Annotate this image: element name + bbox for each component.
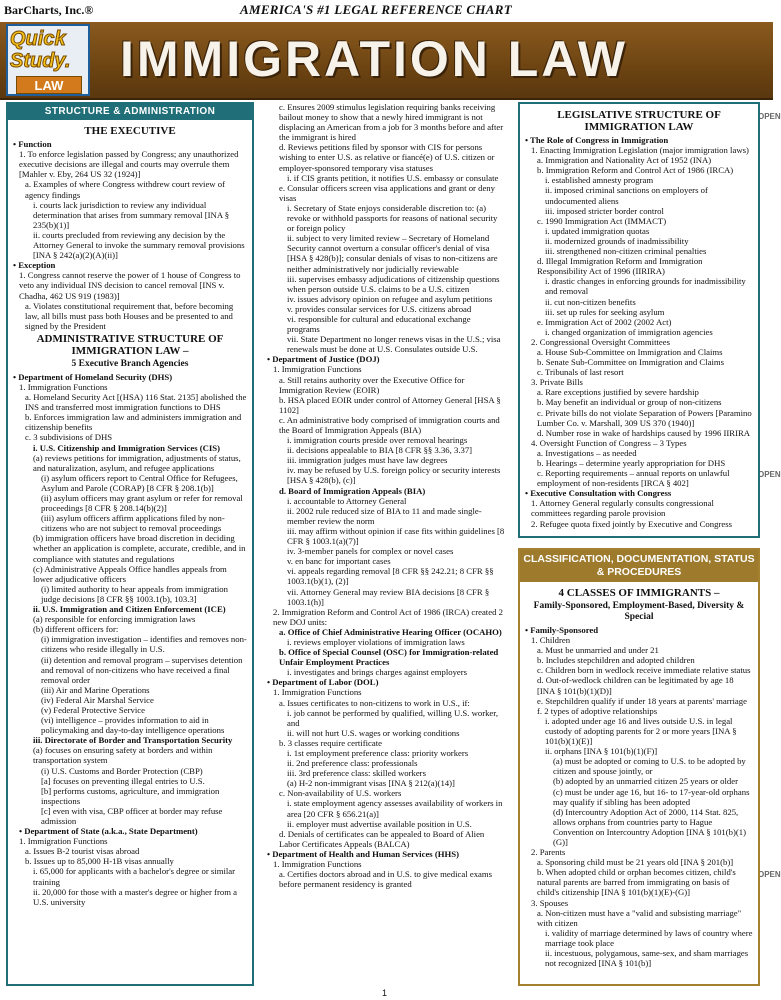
list-item: 2. Congressional Oversight Committees [531,336,670,347]
list-item: • Function [13,139,52,150]
section-band-classification: CLASSIFICATION, DOCUMENTATION, STATUS & PROCEDURES [520,550,758,582]
list-item: • Family-Sponsored [525,625,599,635]
list-item: (a) must be adopted or coming to U.S. to be adopted by citizen and spouse jointly, or [553,756,746,777]
list-item: e. Immigration Act of 2002 (2002 Act) [537,316,672,327]
list-item: ii. decisions appealable to BIA [8 CFR §§ 3.36, 3.37] [287,445,473,456]
heading-legislative: LEGISLATIVE STRUCTURE OF IMMIGRATION LAW [557,109,721,133]
side-open-label-1: OPEN [758,112,781,121]
list-item: iii. Directorate of Border and Transportation Security [33,735,233,746]
list-item: a. Rare exceptions justified by severe hardship [537,387,699,398]
list-item: • Department of State (a.k.a., State Department) [19,826,198,837]
list-item: i. Secretary of State enjoys considerable discretion to: (a) revoke or withhold passports for reasons of national security or foreign policy [287,202,498,234]
list-item: ii. imposed criminal sanctions on employers of undocumented aliens [545,185,708,206]
list-item: a. Issues B-2 tourist visas abroad [25,846,140,857]
list-item: (ii) detention and removal program – supervises detention and removal of non-citizens who have received a final removal order [41,654,243,685]
list-item: d. Reviews petitions filed by sponsor with CIS for persons wishing to enter U.S. as relative or fiancé(e) of U.S. citizen or employer-sponsored temporary visa statuses [279,142,495,173]
list-item: b. Enforces immigration law and administers immigration and citizenship benefits [25,412,242,433]
heading-admin-sub: 5 Executive Branch Agencies [71,358,189,369]
list-item: 1. Enacting Immigration Legislation (major immigration laws) [531,145,749,156]
list-item: (a) responsible for enforcing immigration laws [33,614,196,625]
list-item: a. House Sub-Committee on Immigration and Claims [537,346,723,357]
list-item: 3. Private Bills [531,377,583,388]
list-item: 3. Spouses [531,897,569,908]
agencies-list [13,372,247,907]
list-item: a. Investigations – as needed [537,447,637,458]
logo-law-tag: LAW [16,76,82,94]
heading-4-classes: 4 CLASSES OF IMMIGRANTS – [558,587,720,599]
list-item: (c) Administrative Appeals Office handles appeals from lower adjudicative officers [33,563,227,584]
list-item: (i) limited authority to hear appeals from immigration judge decisions [8 CFR §§ 1003.1(b), 103.3] [41,583,228,604]
list-item: 1. Attorney General regularly consults congressional committees regarding parole provision [531,498,714,519]
list-item: i. drastic changes in enforcing grounds for inadmissibility and removal [545,276,746,297]
list-item: (i) asylum officers report to Central Office for Refugees, Asylum and Parole (CORAP) [8 CFR § 208.1(b)] [41,472,238,493]
list-item: b. Issues up to 85,000 H-1B visas annually [25,856,174,867]
list-item: (a) H-2 non-immigrant visas [INA § 212(a)(14)] [287,778,455,789]
list-item: i. state employment agency assesses availability of workers in area [20 CFR § 656.21(a)] [287,798,503,819]
list-item: iv. 3-member panels for complex or novel cases [287,546,454,557]
list-item: c. Private bills do not violate Separation of Powers [Paramino Lumber Co. v. Marshall, 309 US 370 (1940)] [537,407,752,428]
list-item: i. validity of marriage determined by laws of country where marriage took place [545,927,753,948]
list-item: (b) immigration officers have broad discretion in deciding whether an application is complete, accurate, credible, and in compliance with statutes and regulations [33,533,246,564]
classification-panel [518,548,760,986]
list-item: iii. set up rules for seeking asylum [545,306,665,317]
list-item: b. Immigration Reform and Control Act of 1986 (IRCA) [537,165,734,176]
list-item: ii. subject to very limited review – Secretary of Homeland Security cannot overturn a consular officer's denial of visa [HSA § 428(b)]; consular denials of visas to non-citizens are neither administratively nor judicially reviewable [287,233,498,274]
list-item: i. job cannot be performed by qualified, willing U.S. worker, and [287,707,498,728]
list-item: 4. Oversight Function of Congress – 3 Types [531,437,687,448]
list-item: a. Sponsoring child must be 21 years old [INA § 201(b)] [537,857,734,868]
list-item: i. adopted under age 16 and lives outside U.S. in legal custody of adopting parents for 2 or more years [INA § 101(b)(1)(E)] [545,715,737,747]
list-item: 2. Parents [531,847,566,858]
list-item: b. May benefit an individual or group of non-citizens [537,397,722,408]
list-item: c. An administrative body comprised of immigration courts and the Board of Immigration Appeals (BIA) [279,414,500,435]
list-item: i. accountable to Attorney General [287,495,407,506]
list-item: vii. Attorney General may review BIA decisions [8 CFR § 1003.1(h)] [287,586,490,607]
list-item: 1. Immigration Functions [273,364,362,375]
side-open-label-3: OPEN [758,870,781,879]
list-item: (a) reviews petitions for immigration, adjustments of status, and naturalization, asylum, and refugee applications [33,452,241,473]
list-item: b. HSA placed EOIR under control of Attorney General [HSA § 1102] [279,394,501,415]
list-item: f. 2 types of adoptive relationships [537,705,658,716]
list-item: ii. incestuous, polygamous, same-sex, and sham marriages not recognized [INA § 101(b)] [545,948,749,969]
list-item: ii. U.S. Immigration and Citizen Enforcement (ICE) [33,604,226,615]
list-item: v. provides consular services for U.S. citizens abroad [287,303,472,314]
logo-quick: Quick [10,28,66,50]
list-item: a. Examples of where Congress withdrew court review of agency findings [25,179,225,200]
list-item: [c] even with visa, CBP officer at border may refuse admission [41,805,223,826]
list-item: (v) Federal Protective Service [41,704,145,715]
list-item: e. Stepchildren qualify if under 18 years at parents' marriage [537,695,747,706]
list-item: a. Immigration and Nationality Act of 1952 (INA) [537,155,712,166]
list-item: 1. Immigration Functions [273,687,362,698]
list-item: • Department of Homeland Security (DHS) [13,371,173,382]
list-item: d. Board of Immigration Appeals (BIA) [279,485,426,496]
list-item: (d) Intercountry Adoption Act of 2000, 114 Stat. 825, allows orphans from countries party to Hague Convention on Intercountry Adoption [INA § 101(b)(1)(G)] [553,806,747,847]
list-item: (c) must be under age 16, but 16- to 17-year-old orphans may qualify if sibling has been adopted [553,786,750,807]
quickstudy-logo [6,24,90,96]
list-item: i. U.S. Citizenship and Immigration Services (CIS) [33,442,221,453]
list-item: (a) focuses on ensuring safety at borders and within transportation system [33,745,213,766]
list-item: i. updated immigration quotas [545,225,650,236]
list-item: 1. Children [531,635,571,646]
list-item: iii. imposed stricter border control [545,205,664,216]
list-item: • The Role of Congress in Immigration [525,135,669,145]
list-item: ii. courts precluded from reviewing any decision by the Attorney General to invoke the summary removal provisions [INA § 242(a)(2)(A)(ii)] [33,229,245,261]
list-item: i. immigration courts preside over removal hearings [287,435,468,446]
logo-study: Study. [10,50,71,72]
list-item: ii. orphans [INA § 101(b)(1)(F)] [545,746,658,757]
list-item: a. Non-citizen must have a "valid and subsisting marriage" with citizen [537,907,742,928]
list-item: iii. may affirm without opinion if case fits within guidelines [8 CFR § 1003.1(a)(7)] [287,525,505,547]
list-item: iii. supervises embassy adjudications of citizenship questions when person outside U.S. claims to be a U.S. citizen [287,273,500,294]
structure-administration-panel [6,102,254,986]
list-item: (b) adopted by an unmarried citizen 25 years or older [553,776,739,787]
list-item: iv. may be refused by U.S. foreign policy or security interests [HSA § 428(b), (c)] [287,465,501,486]
list-item: i. if CIS grants petition, it notifies U.S. embassy or consulate [287,172,499,183]
heading-admin-structure: ADMINISTRATIVE STRUCTURE OF IMMIGRATION LAW – [36,332,224,357]
list-item: i. courts lack jurisdiction to review any individual determination that arises from summary removal [INA § 235(b)(1)] [33,199,230,230]
list-item: a. Office of Chief Administrative Hearing Officer (OCAHO) [279,626,502,637]
list-item: c. 1990 Immigration Act (IMMACT) [537,215,667,226]
heading-4-classes-sub: Family-Sponsored, Employment-Based, Diversity & Special [533,601,745,622]
list-item: i. established amnesty program [545,175,654,186]
section-band-structure: STRUCTURE & ADMINISTRATION [8,104,252,120]
list-item: a. Must be unmarried and under 21 [537,645,659,656]
publisher-name: BarCharts, Inc.® [4,3,94,17]
tagline: AMERICA'S #1 LEGAL REFERENCE CHART [240,2,512,17]
list-item: i. investigates and brings charges against employers [287,667,468,678]
legislative-list [525,135,753,529]
list-item: (i) immigration investigation – identifies and removes non-citizens who reside illegally in U.S. [41,634,247,655]
list-item: i. 1st employment preference class: priority workers [287,748,469,758]
list-item: i. 65,000 for applicants with a bachelor's degree or similar training [33,866,236,887]
list-item: • Department of Health and Human Services (HHS) [267,848,459,859]
middle-column [262,102,510,986]
list-item: vi. responsible for cultural and educational exchange programs [287,313,471,335]
list-item: 2. Immigration Reform and Control Act of 1986 (IRCA) created 2 new DOJ units: [273,606,503,627]
list-item: c. Reporting requirements – annual reports on unlawful employment of non-residents [IRCA § 402] [537,468,730,489]
list-item: [a] focuses on preventing illegal entries to U.S. [41,775,205,786]
list-item: ii. 20,000 for those with a master's degree or higher from a U.S. university [33,886,237,907]
legislative-structure-panel [518,102,760,538]
list-item: b. 3 classes require certificate [279,737,382,748]
list-item: c. Non-availability of U.S. workers [279,788,402,799]
executive-list [13,139,247,331]
list-item: c. Tribunals of last resort [537,367,624,378]
middle-list [267,102,505,889]
list-item: • Exception [13,260,56,271]
list-item: e. Consular officers screen visa applications and grant or deny visas [279,182,495,203]
page-title: IMMIGRATION LAW [120,31,628,87]
list-item: i. reviews employer violations of immigration laws [287,636,465,647]
list-item: v. en banc for important cases [287,556,391,567]
list-item: 1. Immigration Functions [19,381,108,392]
list-item: iii. 3rd preference class: skilled workers [287,768,426,779]
list-item: 1. Immigration Functions [19,836,108,847]
list-item: b. Hearings – determine yearly appropriation for DHS [537,458,726,468]
list-item: • Department of Labor (DOL) [267,677,379,688]
list-item: c. 3 subdivisions of DHS [25,432,113,443]
list-item: • Executive Consultation with Congress [525,488,672,499]
list-item: 1. To enforce legislation passed by Congress; any unauthorized executive decisions are illegal and courts may overrule them [Mahler v. Eby, 264 US 32 (1924)] [19,149,239,180]
list-item: d. Out-of-wedlock children can be legitimated by age 18 [INA § 101(b)(1)(D)] [537,675,734,696]
list-item: a. Violates constitutional requirement that, before becoming law, all bills must pass both Houses and be presented to and signed by the President [25,300,234,331]
list-item: 1. Immigration Functions [273,859,362,870]
list-item: 1. Congress cannot reserve the power of 1 house of Congress to veto any individual INS decision to cancel removal [INS v. Chadha, 462 US 919 (1983)] [19,270,241,301]
list-item: ii. will not hurt U.S. wages or working conditions [287,727,460,738]
list-item: vii. State Department no longer renews visas in the U.S.; visa renewals must be done at U.S. Consulates outside U.S. [287,334,501,355]
list-item: ii. cut non-citizen benefits [545,296,636,307]
list-item: c. Ensures 2009 stimulus legislation requiring banks receiving bailout money to show that a newly hired immigrant is not displacing an American from a job for 3 months before and after the immigrant is hired [279,102,504,143]
list-item: (ii) asylum officers may grant asylum or refer for removal proceedings [8 CFR § 208.14(b)(2)] [41,493,243,514]
list-item: (iii) Air and Marine Operations [41,684,150,695]
list-item: ii. 2nd preference class: professionals [287,758,418,769]
list-item: [b] performs customs, agriculture, and immigration inspections [41,785,220,806]
list-item: b. Senate Sub-Committee on Immigration and Claims [537,357,724,368]
list-item: vi. appeals regarding removal [8 CFR §§ 242.21; 8 CFR §§ 1003.1(b)(1), (2)] [287,566,494,587]
list-item: d. Number rose in wake of hardships caused by 1996 IIRIRA [537,427,751,438]
list-item: (i) U.S. Customs and Border Protection (CBP) [41,765,203,776]
list-item: • Department of Justice (DOJ) [267,354,380,365]
title-banner [0,22,773,100]
list-item: ii. modernized grounds of inadmissibility [545,235,689,246]
heading-executive: THE EXECUTIVE [84,125,176,138]
side-open-label-2: OPEN [758,470,781,479]
top-bar [0,0,773,22]
list-item: i. changed organization of immigration agencies [545,326,713,337]
list-item: a. Homeland Security Act [(HSA) 116 Stat. 2135] abolished the INS and transferred most immigration functions to DHS [25,392,247,413]
list-item: iii. strengthened non-citizen criminal penalties [545,246,707,257]
list-item: d. Illegal Immigration Reform and Immigration Responsibility Act of 1996 (IIRIRA) [537,256,703,277]
list-item: d. Denials of certificates can be appealed to Board of Alien Labor Certificates Appeals (BALCA) [279,828,485,849]
list-item: c. Children born in wedlock receive immediate relative status [537,665,751,676]
list-item: a. Still retains authority over the Executive Office for Immigration Review (EOIR) [279,374,465,395]
list-item: a. Certifies doctors abroad and in U.S. to give medical exams before permanent residency is granted [279,869,493,890]
list-item: (iii) asylum officers affirm applications filed by non-citizens who are not subject to removal proceedings [41,513,225,534]
list-item: (b) different officers for: [33,624,119,635]
list-item: iv. issues advisory opinion on refugee and asylum petitions [287,293,493,304]
list-item: (iv) Federal Air Marshal Service [41,694,154,705]
list-item: ii. 2002 rule reduced size of BIA to 11 and made single-member review the norm [287,505,482,526]
list-item: 2. Refugee quota fixed jointly by Executive and Congress [531,518,732,529]
list-item: iii. immigration judges must have law degrees [287,455,448,466]
page-number: 1 [382,988,388,998]
list-item: (vi) intelligence – provides information to aid in policymaking and day-to-day intelligence operations [41,715,225,736]
list-item: ii. employer must advertise available position in U.S. [287,818,472,829]
classification-list [525,625,753,968]
list-item: b. Office of Special Counsel (OSC) for Immigration-related Unfair Employment Practices [279,647,499,668]
list-item: b. Includes stepchildren and adopted children [537,655,695,666]
list-item: b. When adopted child or orphan becomes citizen, child's natural parents are barred from immigrating on basis of child's citizenship [INA § 101(b)(1)(E)-(G)] [537,867,736,898]
list-item: a. Issues certificates to non-citizens to work in U.S., if: [279,697,470,708]
